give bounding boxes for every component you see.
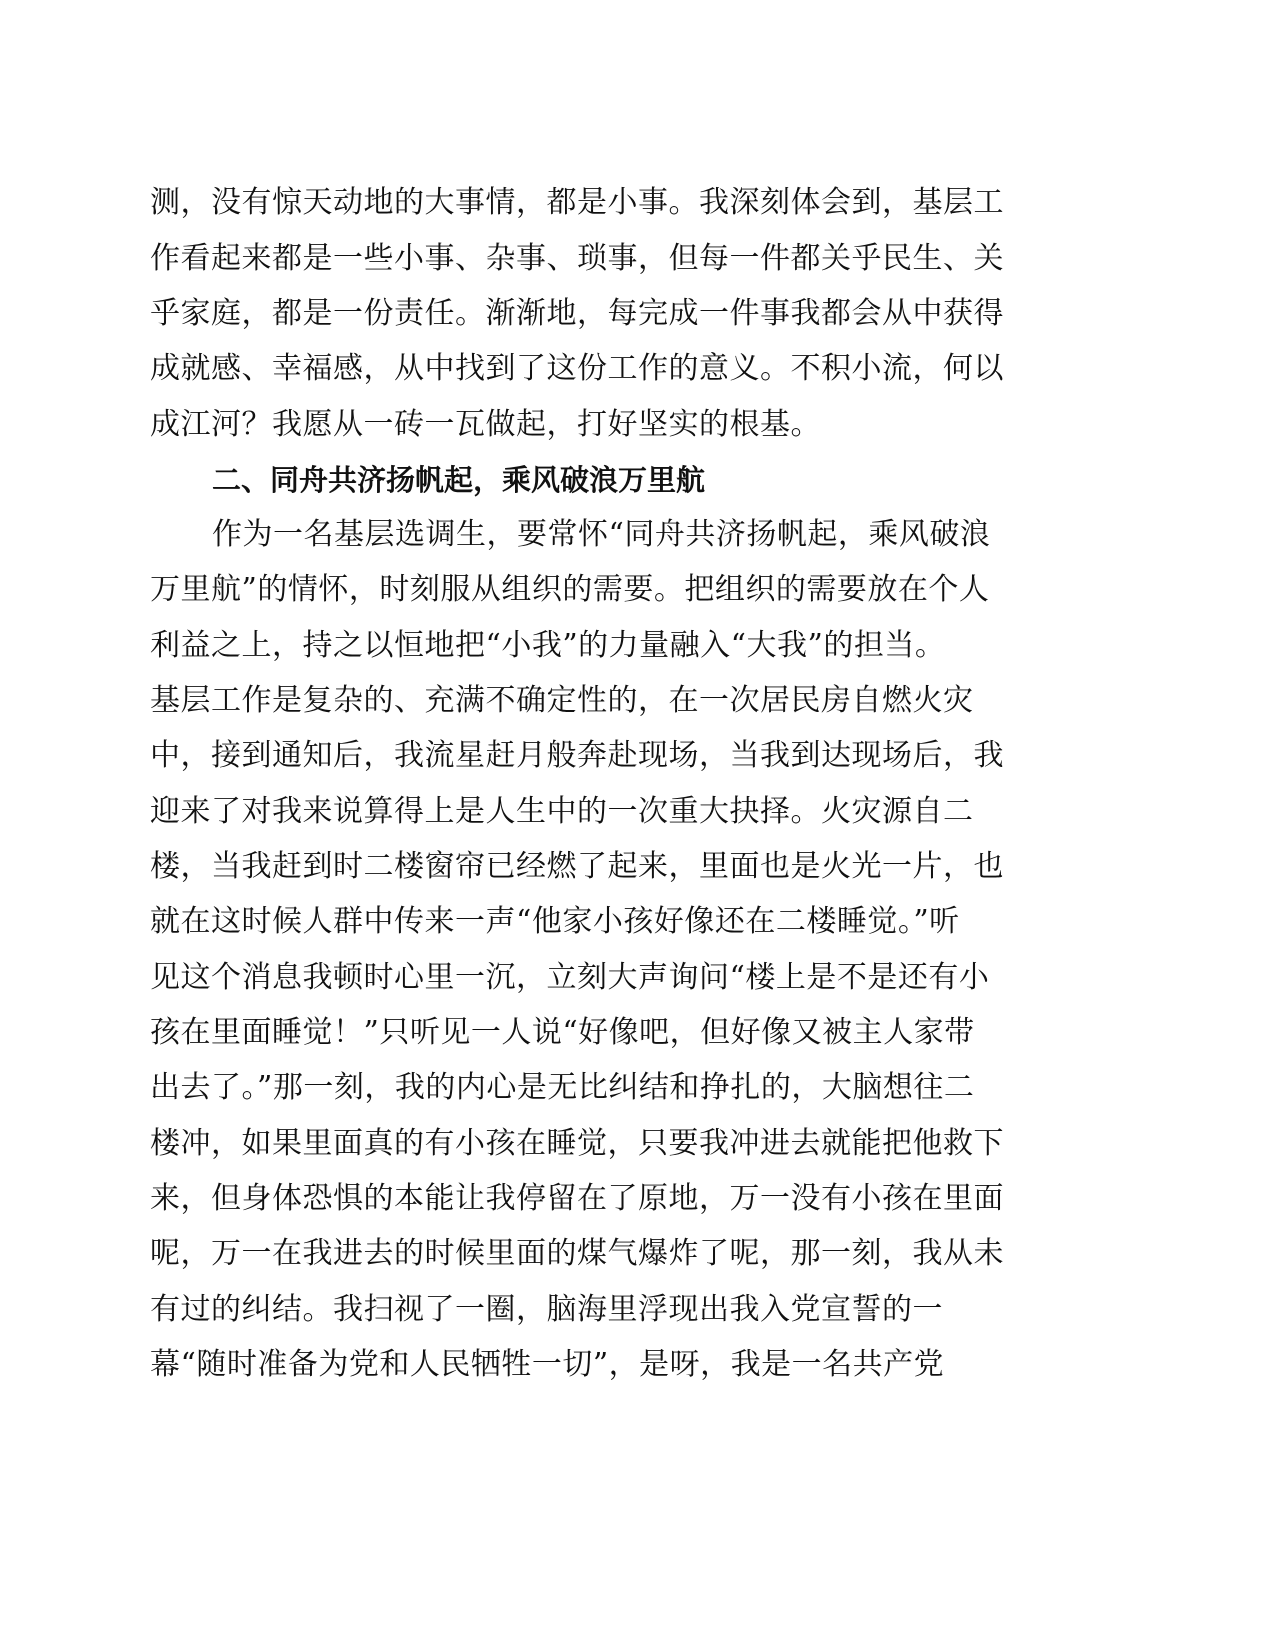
paragraph-1-line-2: 作看起来都是一些小事、杂事、琐事，但每一件都关乎民生、关 — [150, 241, 1004, 276]
paragraph-1-line-5: 成江河？我愿从一砖一瓦做起，打好坚实的根基。 — [150, 407, 821, 442]
paragraph-1-line-1: 测，没有惊天动地的大事情，都是小事。我深刻体会到，基层工 — [150, 185, 1004, 220]
paragraph-2-line-1: 作为一名基层选调生，要常怀“同舟共济扬帆起，乘风破浪 — [212, 517, 991, 552]
paragraph-2-line-3: 利益之上，持之以恒地把“小我”的力量融入“大我”的担当。 — [150, 628, 946, 663]
paragraph-2-line-5: 中，接到通知后，我流星赶月般奔赴现场，当我到达现场后，我 — [150, 738, 1004, 773]
paragraph-2-line-10: 孩在里面睡觉！”只听见一人说“好像吧，但好像又被主人家带 — [150, 1015, 975, 1050]
paragraph-2-line-7: 楼，当我赶到时二楼窗帘已经燃了起来，里面也是火光一片，也 — [150, 849, 1004, 884]
paragraph-2-line-8: 就在这时候人群中传来一声“他家小孩好像还在二楼睡觉。”听 — [150, 904, 960, 939]
paragraph-1-line-3: 乎家庭，都是一份责任。渐渐地，每完成一件事我都会从中获得 — [150, 296, 1004, 331]
paragraph-2-line-9: 见这个消息我顿时心里一沉，立刻大声询问“楼上是不是还有小 — [150, 960, 990, 995]
paragraph-2-line-2: 万里航”的情怀，时刻服从组织的需要。把组织的需要放在个人 — [150, 572, 990, 607]
paragraph-2-line-16: 幕“随时准备为党和人民牺牲一切”，是呀，我是一名共产党 — [150, 1347, 945, 1382]
paragraph-2-line-12: 楼冲，如果里面真的有小孩在睡觉，只要我冲进去就能把他救下 — [150, 1126, 1004, 1161]
paragraph-2-line-13: 来，但身体恐惧的本能让我停留在了原地，万一没有小孩在里面 — [150, 1181, 1004, 1216]
paragraph-2-line-15: 有过的纠结。我扫视了一圈，脑海里浮现出我入党宣誓的一 — [150, 1292, 943, 1327]
paragraph-2-line-6: 迎来了对我来说算得上是人生中的一次重大抉择。火灾源自二 — [150, 794, 974, 829]
paragraph-2-line-11: 出去了。”那一刻，我的内心是无比纠结和挣扎的，大脑想往二 — [150, 1070, 975, 1105]
paragraph-2-line-14: 呢，万一在我进去的时候里面的煤气爆炸了呢，那一刻，我从未 — [150, 1236, 1004, 1271]
paragraph-2-line-4: 基层工作是复杂的、充满不确定性的，在一次居民房自燃火灾 — [150, 683, 974, 718]
paragraph-1-line-4: 成就感、幸福感，从中找到了这份工作的意义。不积小流，何以 — [150, 351, 1004, 386]
section-heading: 二、同舟共济扬帆起，乘风破浪万里航 — [212, 463, 706, 497]
